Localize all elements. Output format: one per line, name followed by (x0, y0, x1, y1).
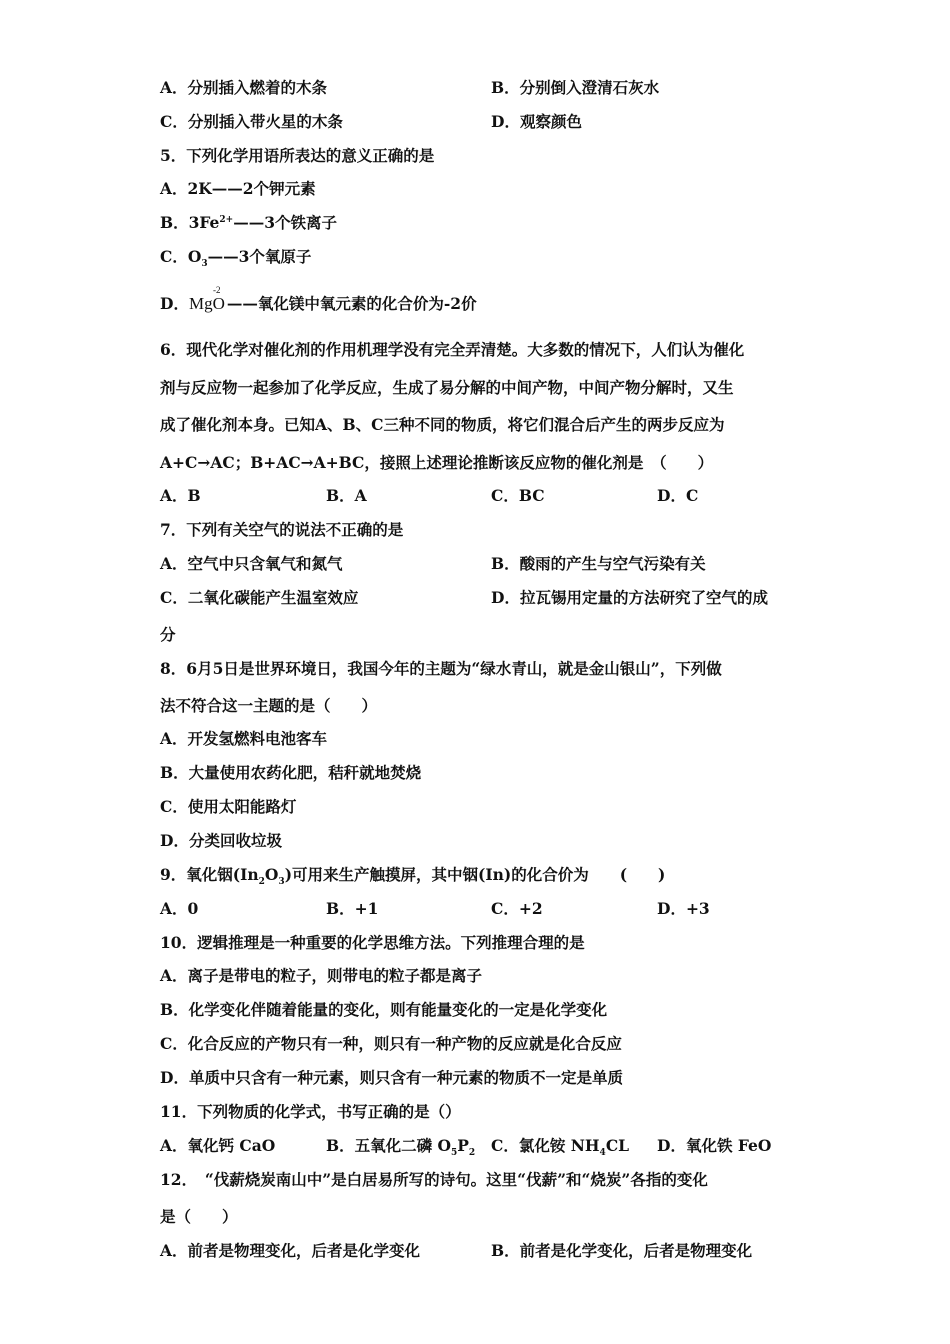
q11-option-c-subscript: 4 (599, 1148, 606, 1159)
q10-option-a: A．离子是带电的粒子，则带电的粒子都是离子 (160, 966, 483, 985)
q5-option-b (160, 213, 337, 233)
q4-option-a: A．分别插入燃着的木条 (160, 78, 328, 97)
q6-option-d: D．C (657, 486, 699, 505)
q9-option-d: D．+3 (657, 899, 710, 918)
q9-stem-prefix: 9．氧化铟(In (160, 865, 259, 884)
q4-option-b: B．分别倒入澄清石灰水 (491, 78, 660, 97)
q10-option-c: C．化合反应的产物只有一种，则只有一种产物的反应就是化合反应 (160, 1034, 622, 1053)
q9-option-b: B．+1 (326, 899, 379, 918)
q8-stem-line2: 法不符合这一主题的是（ ） (160, 696, 378, 715)
q10-stem: 10．逻辑推理是一种重要的化学思维方法。下列推理合理的是 (160, 933, 585, 952)
q10-option-d: D．单质中只含有一种元素，则只含有一种元素的物质不一定是单质 (160, 1068, 623, 1087)
q9-subscript-2: 3 (278, 877, 285, 888)
q7-option-b: B．酸雨的产生与空气污染有关 (491, 554, 706, 573)
q5-option-d (160, 285, 477, 314)
q7-stem: 7．下列有关空气的说法不正确的是 (160, 520, 404, 539)
q11-option-b-subscript-1: 5 (451, 1148, 458, 1159)
q5-option-c-suffix: ——3个氧原子 (207, 247, 312, 266)
q9-subscript-1: 2 (258, 877, 265, 888)
q6-stem-line3: 成了催化剂本身。已知A、B、C三种不同的物质，将它们混合后产生的两步反应为 (160, 415, 725, 434)
q11-option-b-prefix: B．五氧化二磷 O (326, 1136, 451, 1155)
q11-option-a: A．氧化钙 CaO (160, 1136, 276, 1155)
q11-option-c-suffix: CL (605, 1136, 630, 1155)
q12-option-a: A．前者是物理变化，后者是化学变化 (160, 1241, 421, 1260)
q11-option-d: D．氧化铁 FeO (657, 1136, 772, 1155)
q10-option-b: B．化学变化伴随着能量的变化，则有能量变化的一定是化学变化 (160, 1000, 608, 1019)
q7-option-d-continued: 分 (160, 625, 176, 644)
q5-option-b-charge: 2+ (219, 214, 234, 225)
q5-stem: 5．下列化学用语所表达的意义正确的是 (160, 146, 435, 165)
q11-option-b-mid: P (457, 1136, 469, 1155)
q11-option-c (491, 1136, 630, 1159)
q7-option-a: A．空气中只含氧气和氮气 (160, 554, 343, 573)
q6-option-a: A．B (160, 486, 201, 505)
q8-option-b: B．大量使用农药化肥，秸秆就地焚烧 (160, 763, 422, 782)
q5-option-b-prefix: B．3Fe (160, 213, 220, 232)
q11-stem: 11．下列物质的化学式，书写正确的是（） (160, 1102, 461, 1121)
q9-stem (160, 865, 666, 888)
q4-option-d: D．观察颜色 (491, 112, 582, 131)
q8-stem-line1: 8．6月5日是世界环境日，我国今年的主题为“绿水青山，就是金山银山”，下列做 (160, 659, 722, 678)
q9-option-a: A．0 (160, 899, 199, 918)
q12-option-b: B．前者是化学变化，后者是物理变化 (491, 1241, 753, 1260)
q8-option-d: D．分类回收垃圾 (160, 831, 282, 850)
q11-option-b (326, 1136, 476, 1159)
q11-option-b-subscript-2: 2 (468, 1148, 476, 1159)
q8-option-a: A．开发氢燃料电池客车 (160, 729, 328, 748)
q9-option-c: C．+2 (491, 899, 543, 918)
q7-option-c: C．二氧化碳能产生温室效应 (160, 588, 359, 607)
mgo-formula (188, 285, 225, 314)
q6-option-b: B．A (326, 486, 367, 505)
q6-stem-line2: 剂与反应物一起参加了化学反应，生成了易分解的中间产物，中间产物分解时，又生 (160, 378, 734, 397)
mgo-valence: -2 (212, 285, 221, 295)
q5-option-c-subscript: 3 (201, 259, 208, 270)
q9-stem-mid: O (264, 865, 279, 884)
q5-option-a: A．2K——2个钾元素 (160, 179, 316, 198)
mgo-formula-text: MgO (188, 294, 225, 313)
q4-option-c: C．分别插入带火星的木条 (160, 112, 343, 131)
q5-option-d-suffix: ——氧化镁中氧元素的化合价为-2价 (226, 294, 477, 313)
q6-stem-line1: 6．现代化学对催化剂的作用机理学没有完全弄清楚。大多数的情况下，人们认为催化 (160, 340, 745, 359)
q5-option-c-prefix: C．O (160, 247, 202, 266)
q5-option-c (160, 247, 312, 270)
q6-stem-line4: A+C→AC；B+AC→A+BC，接照上述理论推断该反应物的催化剂是 （ ） (160, 453, 714, 472)
q7-option-d: D．拉瓦锡用定量的方法研究了空气的成 (491, 588, 768, 607)
q5-option-b-suffix: ——3个铁离子 (233, 213, 338, 232)
q11-option-c-prefix: C．氯化铵 NH (491, 1136, 600, 1155)
q12-stem-line2: 是（ ） (160, 1207, 238, 1226)
q5-option-d-prefix: D． (160, 294, 189, 313)
q12-stem-line1: 12． “伐薪烧炭南山中”是白居易所写的诗句。这里“伐薪”和“烧炭”各指的变化 (160, 1170, 708, 1189)
q8-option-c: C．使用太阳能路灯 (160, 797, 297, 816)
q6-option-c: C．BC (491, 486, 545, 505)
q9-stem-suffix: )可用来生产触摸屏，其中铟(In)的化合价为 ( ) (284, 865, 666, 884)
